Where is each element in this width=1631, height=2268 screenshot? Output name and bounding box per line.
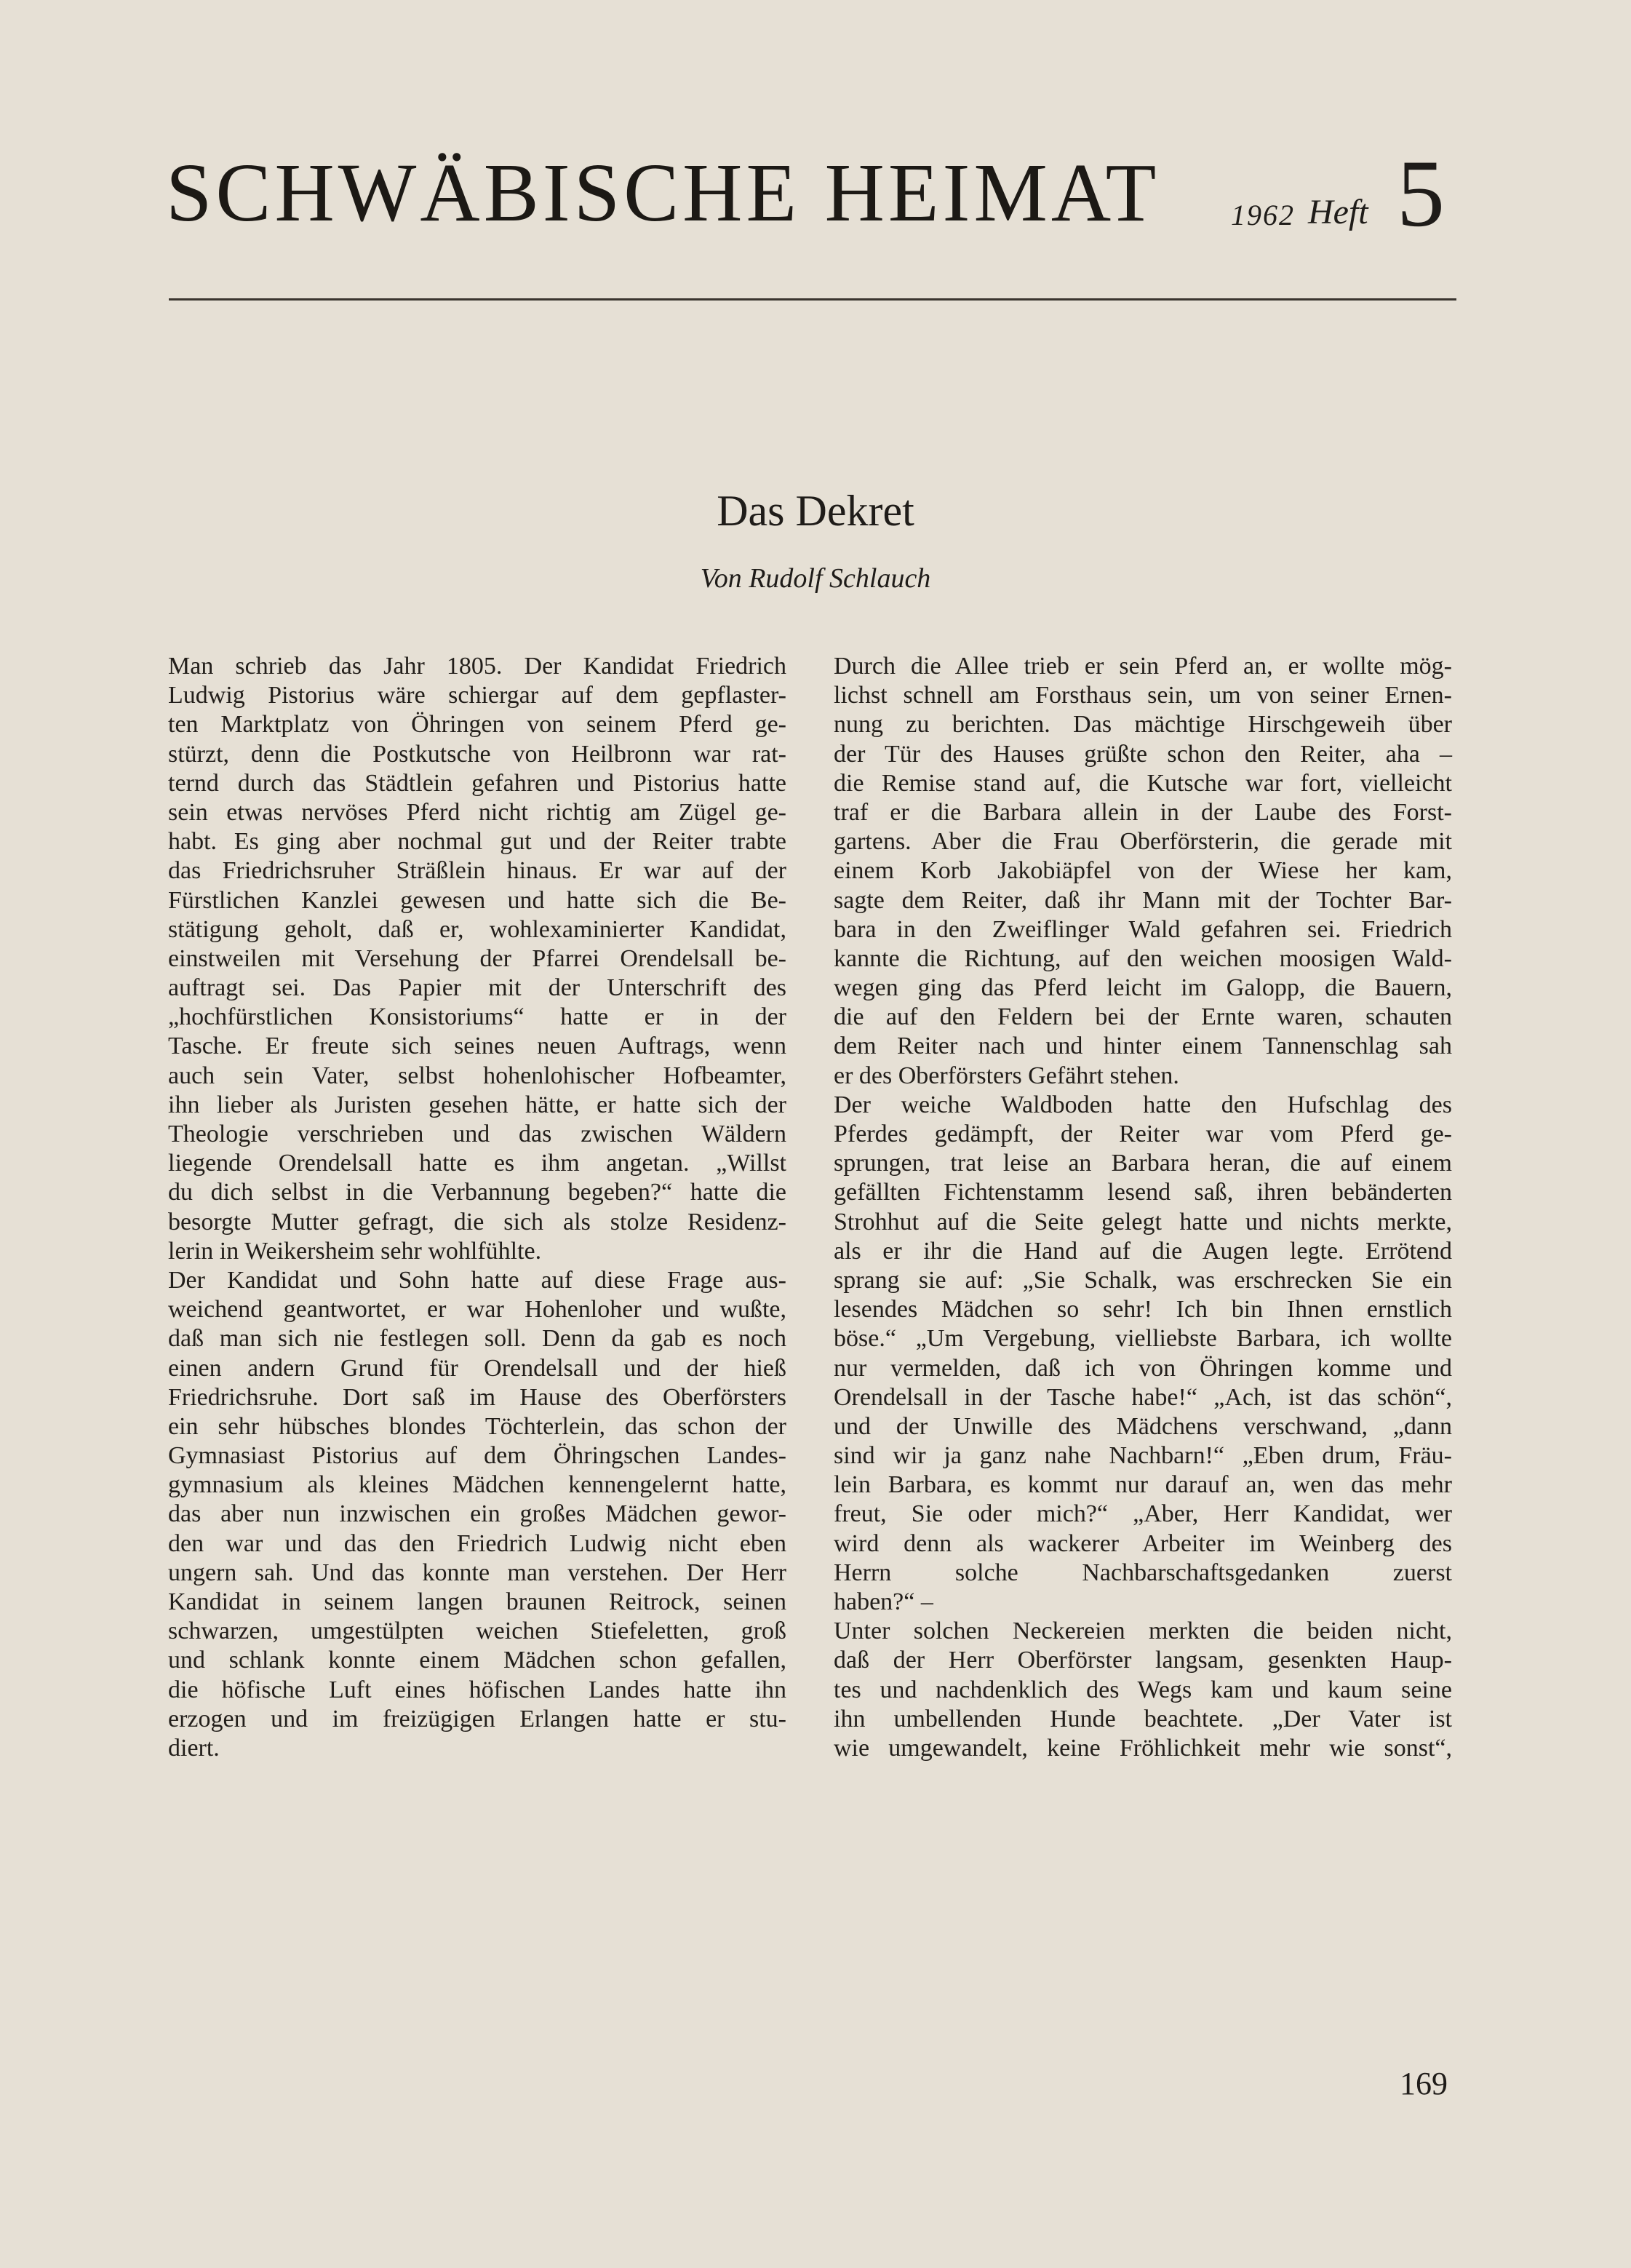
text-line: „hochfürstlichen Konsistoriums“ hatte er in der — [168, 1003, 786, 1031]
text-line: Ludwig Pistorius wäre schiergar auf dem gepflaster- — [168, 682, 786, 709]
text-line: die höfische Luft eines höfischen Landes hatte ihn — [168, 1676, 786, 1703]
text-line: kannte die Richtung, auf den weichen moosigen Wald- — [834, 944, 1452, 972]
left-text-column — [168, 652, 786, 1763]
article-title: Das Dekret — [717, 487, 914, 536]
text-line: sprang sie auf: „Sie Schalk, was erschrecken Sie ein — [834, 1266, 1452, 1294]
text-line: gymnasium als kleines Mädchen kennengelernt hatte, — [168, 1471, 786, 1499]
text-line: nur vermelden, daß ich von Öhringen komme und — [834, 1354, 1452, 1382]
text-line: ungern sah. Und das konnte man verstehen. Der Herr — [168, 1559, 786, 1586]
text-line: Der weiche Waldboden hatte den Hufschlag des — [834, 1091, 1452, 1118]
text-line: Durch die Allee trieb er sein Pferd an, er wollte mög- — [834, 653, 1452, 680]
text-line: bara in den Zweiflinger Wald gefahren sei. Friedrich — [834, 915, 1452, 943]
text-line: Friedrichsruhe. Dort saß im Hause des Oberförsters — [168, 1383, 786, 1411]
text-line: Strohhut auf die Seite gelegt hatte und nichts merkte, — [834, 1208, 1452, 1236]
text-line: böse.“ „Um Vergebung, vielliebste Barbara, ich wollte — [834, 1325, 1452, 1353]
magazine-title: SCHWÄBISCHE HEIMAT — [166, 146, 1160, 239]
text-line: dem Reiter nach und hinter einem Tannenschlag sah — [834, 1032, 1452, 1060]
text-line: daß der Herr Oberförster langsam, gesenkten Haup- — [834, 1647, 1452, 1674]
text-line: wegen ging das Pferd leicht im Galopp, die Bauern, — [834, 974, 1452, 1002]
text-line: daß man sich nie festlegen soll. Denn da gab es noch — [168, 1325, 786, 1353]
text-line: Unter solchen Neckereien merkten die beiden nicht, — [834, 1618, 1452, 1645]
text-line: gefällten Fichtenstamm lesend saß, ihren bebänderten — [834, 1179, 1452, 1206]
text-line: die auf den Feldern bei der Ernte waren, schauten — [834, 1003, 1452, 1031]
text-line: sprungen, trat leise an Barbara heran, die auf einem — [834, 1150, 1452, 1177]
text-line: besorgte Mutter gefragt, die sich als stolze Residenz- — [168, 1208, 786, 1236]
text-line: Fürstlichen Kanzlei gewesen und hatte sich die Be- — [168, 886, 786, 914]
issue-number: 5 — [1397, 140, 1445, 247]
text-line: Theologie verschrieben und das zwischen Wäldern — [168, 1121, 786, 1147]
text-line: nung zu berichten. Das mächtige Hirschgeweih über — [834, 711, 1452, 739]
text-line: Herrn solche Nachbarschaftsgedanken zuerst — [834, 1559, 1452, 1586]
text-line: weichend geantwortet, er war Hohenloher und wußte, — [168, 1296, 786, 1324]
text-line: stürzt, denn die Postkutsche von Heilbronn war rat- — [168, 740, 786, 768]
text-line: das Friedrichsruher Sträßlein hinaus. Er war auf der — [168, 857, 786, 885]
text-line: sagte dem Reiter, daß ihr Mann mit der Tochter Bar- — [834, 886, 1452, 914]
text-line: Kandidat in seinem langen braunen Reitrock, seinen — [168, 1588, 786, 1615]
right-text-column — [834, 652, 1452, 1763]
text-line: ternd durch das Städtlein gefahren und Pistorius hatte — [168, 769, 786, 797]
text-line: als er ihr die Hand auf die Augen legte. Errötend — [834, 1237, 1452, 1265]
text-line: auch sein Vater, selbst hohenlohischer Hofbeamter, — [168, 1062, 786, 1089]
text-line: Man schrieb das Jahr 1805. Der Kandidat Friedrich — [168, 653, 786, 680]
text-line: haben?“ – — [834, 1588, 933, 1615]
text-line: freut, Sie oder mich?“ „Aber, Herr Kandidat, wer — [834, 1500, 1452, 1528]
text-line: erzogen und im freizügigen Erlangen hatte er stu- — [168, 1705, 786, 1732]
text-line: liegende Orendelsall hatte es ihm angetan. „Willst — [168, 1150, 786, 1177]
text-line: lerin in Weikersheim sehr wohlfühlte. — [168, 1237, 542, 1265]
text-line: einstweilen mit Versehung der Pfarrei Orendelsall be- — [168, 944, 786, 972]
text-line: ihn lieber als Juristen gesehen hätte, er hatte sich der — [168, 1091, 786, 1118]
text-line: auftragt sei. Das Papier mit der Unterschrift des — [168, 974, 786, 1002]
text-line: Der Kandidat und Sohn hatte auf diese Frage aus- — [168, 1266, 786, 1294]
text-line: lichst schnell am Forsthaus sein, um von seiner Ernen- — [834, 682, 1452, 709]
heft-label: Heft — [1308, 193, 1368, 231]
text-line: habt. Es ging aber nochmal gut und der Reiter trabte — [168, 828, 786, 856]
text-line: einen andern Grund für Orendelsall und der hieß — [168, 1354, 786, 1382]
text-line: einem Korb Jakobiäpfel von der Wiese her kam, — [834, 857, 1452, 885]
text-line: Pferdes gedämpft, der Reiter war vom Pferd ge- — [834, 1121, 1452, 1147]
masthead — [166, 140, 1453, 247]
issue-year: 1962 — [1231, 199, 1295, 231]
article-byline: Von Rudolf Schlauch — [700, 563, 931, 594]
text-line: Orendelsall in der Tasche habe!“ „Ach, ist das schön“, — [834, 1383, 1452, 1411]
text-line: stätigung geholt, daß er, wohlexaminierter Kandidat, — [168, 915, 786, 943]
text-line: traf er die Barbara allein in der Laube des Forst- — [834, 798, 1452, 826]
text-line: und der Unwille des Mädchens verschwand, „dann — [834, 1412, 1452, 1440]
text-line: sein etwas nervöses Pferd nicht richtig am Zügel ge- — [168, 798, 786, 826]
text-line: ihn umbellenden Hunde beachtete. „Der Vater ist — [834, 1705, 1452, 1732]
text-line: lesendes Mädchen so sehr! Ich bin Ihnen ernstlich — [834, 1296, 1452, 1324]
text-line: das aber nun inzwischen ein großes Mädchen gewor- — [168, 1500, 786, 1528]
text-line: Tasche. Er freute sich seines neuen Auftrags, wenn — [168, 1032, 786, 1060]
text-line: sind wir ja ganz nahe Nachbarn!“ „Eben drum, Fräu- — [834, 1442, 1452, 1470]
text-line: du dich selbst in die Verbannung begeben?“ hatte die — [168, 1179, 786, 1206]
text-line: lein Barbara, es kommt nur darauf an, wen das mehr — [834, 1471, 1452, 1499]
text-line: den war und das den Friedrich Ludwig nicht eben — [168, 1529, 786, 1557]
text-line: gartens. Aber die Frau Oberförsterin, die gerade mit — [834, 828, 1452, 856]
text-line: tes und nachdenklich des Wegs kam und kaum seine — [834, 1676, 1452, 1703]
masthead-divider — [169, 298, 1456, 301]
text-line: schwarzen, umgestülpten weichen Stiefeletten, groß — [168, 1618, 786, 1645]
text-line: wird denn als wackerer Arbeiter im Weinberg des — [834, 1529, 1452, 1557]
text-line: der Tür des Hauses grüßte schon den Reiter, aha – — [834, 740, 1452, 768]
text-line: und schlank konnte einem Mädchen schon gefallen, — [168, 1647, 786, 1674]
text-line: er des Oberförsters Gefährt stehen. — [834, 1062, 1179, 1089]
page-number: 169 — [1400, 2066, 1448, 2101]
text-line: diert. — [168, 1734, 220, 1762]
text-line: die Remise stand auf, die Kutsche war fort, vielleicht — [834, 769, 1452, 797]
text-line: Gymnasiast Pistorius auf dem Öhringschen Landes- — [168, 1442, 786, 1470]
text-line: wie umgewandelt, keine Fröhlichkeit mehr wie sonst“, — [834, 1734, 1452, 1762]
text-line: ein sehr hübsches blondes Töchterlein, das schon der — [168, 1412, 786, 1440]
text-line: ten Marktplatz von Öhringen von seinem Pferd ge- — [168, 711, 786, 739]
